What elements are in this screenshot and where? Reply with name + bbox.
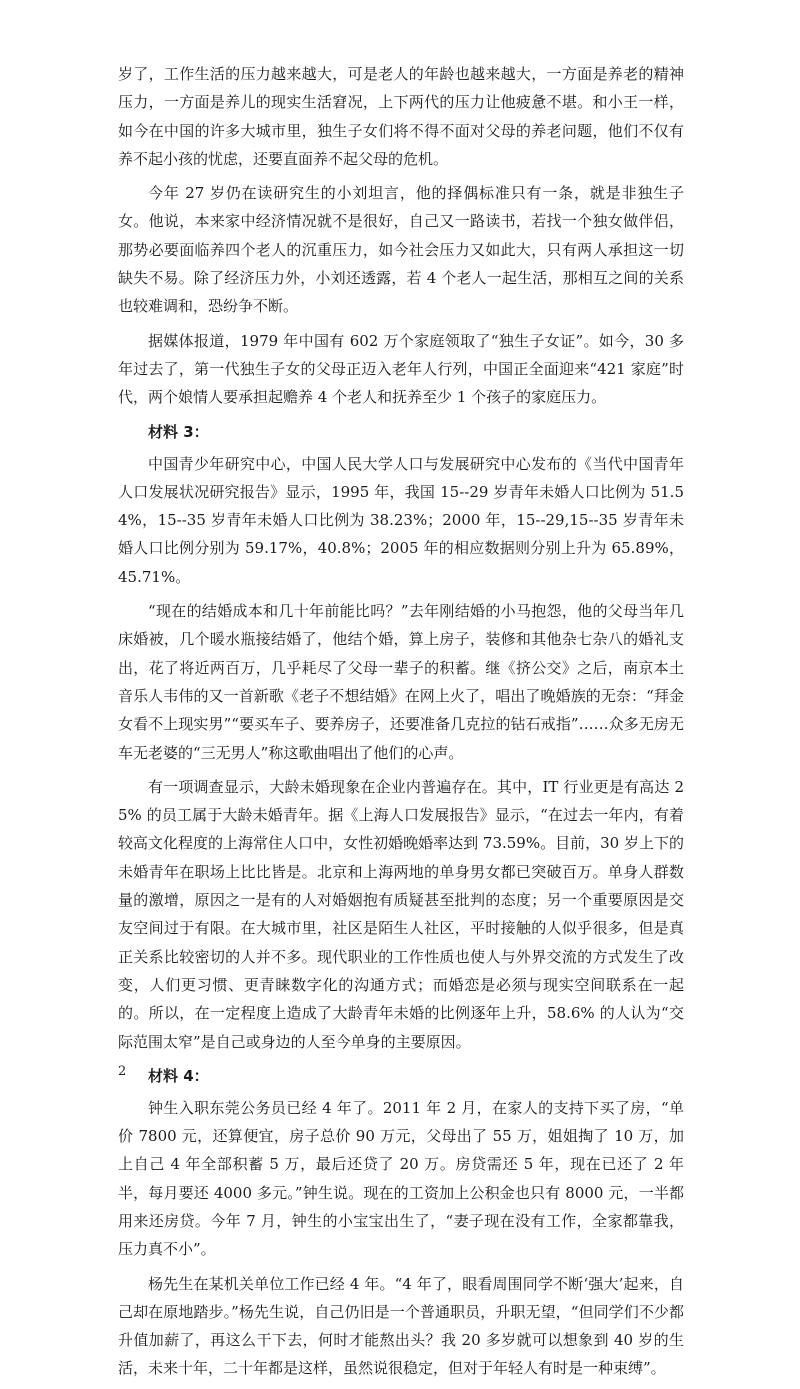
paragraph-survey: 有一项调查显示，大龄未婚现象在企业内普遍存在。其中，IT 行业更是有高达 25% 的员工属于大龄未婚青年。据《上海人口发展报告》显示，“在过去一年内，有着较高文化程度的上海常住人口中，女性初婚晚婚率达到 73.59%。目前，30 岁上下的未婚青年在职场上比比皆是。北京和上海两地的单身男女都已突破百万。单身人群数量的激增，原因之一是有的人对婚姻抱有质疑甚至批判的态度；另一个重要原因是交友空间过于有限。在大城市里，社区是陌生人社区，平时接触的人似乎很多，但是真正关系比较密切的人并不多。现代职业的工作性质也使人与外界交流的方式发生了改变，人们更习惯、更青睐数字化的沟通方式；而婚恋是必须与现实空间联系在一起的。所以，在一定程度上造成了大龄青年未婚的比例逐年上升，58.6% 的人认为“交际范围太窄”是自己或身边的人至今单身的主要原因。 bbox=[118, 777, 684, 1051]
paragraph-mr-yang: 杨先生在某机关单位工作已经 4 年。“4 年了，眼看周围同学不断‘强大’起来，自己却在原地踏步。”杨先生说，自己仍旧是一个普通职员，升职无望，“但同学们不少都升值加薪了，再这么干下去，何时才能熬出头？我 20 多岁就可以想象到 40 岁的生活，未来十年，二十年都是这样，虽然说很稳定，但对于年轻人有时是一种束缚”。 bbox=[118, 1274, 684, 1378]
paragraph-research-report: 中国青少年研究中心，中国人民大学人口与发展研究中心发布的《当代中国青年人口发展状况研究报告》显示，1995 年，我国 15--29 岁青年未婚人口比例为 51.54%，15--35 岁青年未婚人口比例为 38.23%；2000 年，15--29,15--35 岁青年未婚人口比例分别为 59.17%，40.8%；2005 年的相应数据则分别上升为 65.89%，45.71%。 bbox=[118, 454, 684, 586]
paragraph-zhongsheng: 钟生入职东莞公务员已经 4 年了。2011 年 2 月，在家人的支持下买了房，“单价 7800 元，还算便宜，房子总价 90 万元，父母出了 55 万，姐姐掏了 10 万，加上自己 4 年全部积蓄 5 万，最后还贷了 20 万。房贷需还 5 年，现在已还了 2 年半，每月要还 4000 多元。”钟生说。现在的工资加上公积金也只有 8000 元，一半都用来还房贷。今年 7 月，钟生的小宝宝出生了，“妻子现在没有工作，全家都靠我，压力真不小”。 bbox=[118, 1098, 684, 1259]
paragraph-marriage-cost: “现在的结婚成本和几十年前能比吗？”去年刚结婚的小马抱怨，他的父母当年几床婚被，几个暖水瓶接结婚了，他结个婚，算上房子，装修和其他杂七杂八的婚礼支出，花了将近两百万，几乎耗尽了父母一辈子的积蓄。继《挤公交》之后，南京本土音乐人韦伟的又一首新歌《老子不想结婚》在网上火了，唱出了晚婚族的无奈：“拜金女看不上现实男”“要买车子、要养房子，还要准备几克拉的钻石戒指”……众多无房无车无老婆的“三无男人”称这歌曲唱出了他们的心声。 bbox=[118, 602, 684, 762]
page-number: 2 bbox=[118, 1064, 127, 1079]
paragraph-xiaoliu: 今年 27 岁仍在读研究生的小刘坦言，他的择偶标准只有一条，就是非独生子女。他说，本来家中经济情况就不是很好，自己又一路读书，若找一个独女做伴侣，那势必要面临养四个老人的沉重压力，如今社会压力又如此大，只有两人承担这一切缺失不易。除了经济压力外，小刘还透露，若 4 个老人一起生活，那相互之间的关系也较难调和，恐纷争不断。 bbox=[118, 184, 684, 316]
section-heading-material-3: 材料 3： bbox=[148, 422, 209, 441]
section-heading-material-4: 材料 4： bbox=[148, 1066, 209, 1085]
document-body bbox=[118, 60, 684, 1389]
paragraph-media-report: 据媒体报道，1979 年中国有 602 万个家庭领取了“独生子女证”。如今，30 多年过去了，第一代独生子女的父母正迈入老年人行列，中国正全面迎来“421 家庭”时代，两个娘情人要承担起赡养 4 个老人和抚养至少 1 个孩子的家庭压力。 bbox=[118, 331, 684, 407]
paragraph-continuation: 岁了，工作生活的压力越来越大，可是老人的年龄也越来越大，一方面是养老的精神压力，一方面是养儿的现实生活窘况，上下两代的压力让他疲惫不堪。和小王一样，如今在中国的许多大城市里，独生子女们将不得不面对父母的养老问题，他们不仅有养不起小孩的忧虑，还要直面养不起父母的危机。 bbox=[118, 65, 684, 168]
